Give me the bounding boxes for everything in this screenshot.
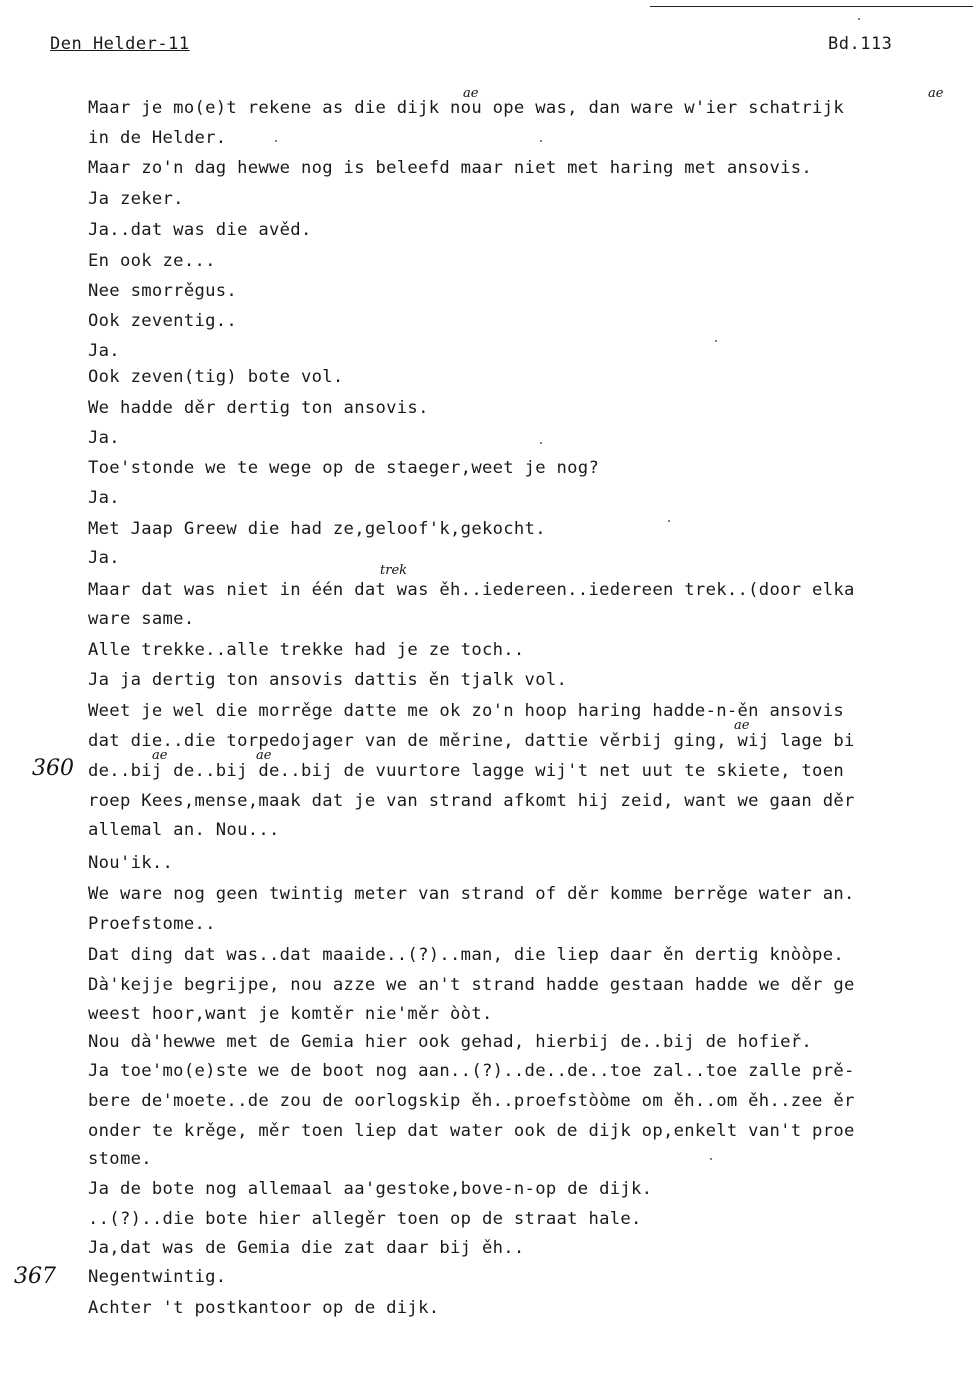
handwritten-note: ae (463, 86, 479, 101)
transcript-line: Ook zeventig.. (88, 311, 238, 331)
transcript-line: in de Helder. (88, 128, 227, 148)
transcript-line: Ja. (88, 548, 120, 568)
scan-speck (858, 18, 860, 20)
transcript-line: Proefstome.. (88, 914, 216, 934)
scan-speck (668, 520, 670, 522)
transcript-line: Ja,dat was de Gemia die zat daar bij ěh.. (88, 1238, 525, 1258)
transcript-line: Ja. (88, 341, 120, 361)
handwritten-note: ae (152, 748, 168, 763)
transcript-line: de..bij de..bij de..bij de vuurtore lagge wij't net uut te skiete, toen (88, 761, 844, 781)
transcript-line: Nou dà'hewwe met de Gemia hier ook gehad, hierbij de..bij de hofieř. (88, 1032, 813, 1052)
transcript-line: Ja toe'mo(e)ste we de boot nog aan..(?)..de..de..toe zal..toe zalle prě- (88, 1061, 855, 1081)
transcript-line: weest hoor,want je komtěr nie'měr òòt. (88, 1004, 493, 1024)
transcript-line: Weet je wel die morrěge datte me ok zo'n hoop haring hadde-n-ěn ansovis (88, 701, 844, 721)
transcript-line: Alle trekke..alle trekke had je ze toch.. (88, 640, 525, 660)
handwritten-note: trek (380, 563, 408, 578)
transcript-line: En ook ze... (88, 251, 216, 271)
transcript-line: Ja..dat was die avěd. (88, 220, 312, 240)
transcript-line: Ja zeker. (88, 189, 184, 209)
margin-note-counter: 367 (14, 1264, 56, 1289)
top-rule (650, 6, 973, 7)
scan-speck (275, 140, 277, 142)
transcript-line: Toe'stonde we te wege op de staeger,weet je nog? (88, 458, 600, 478)
transcript-line: Dà'kejje begrijpe, nou azze we an't strand hadde gestaan hadde we děr ge (88, 975, 855, 995)
transcript-line: Maar je mo(e)t rekene as die dijk nou ope was, dan ware w'ier schatrijk (88, 98, 844, 118)
handwritten-note: ae (734, 718, 750, 733)
transcript-line: Maar dat was niet in één dat was ěh..iedereen..iedereen trek..(door elka (88, 580, 855, 600)
transcript-line: Negentwintig. (88, 1267, 227, 1287)
transcript-line: Achter 't postkantoor op de dijk. (88, 1298, 440, 1318)
transcript-line: We ware nog geen twintig meter van strand of děr komme berrěge water an. (88, 884, 855, 904)
scan-speck (710, 1158, 712, 1160)
transcript-line: Ook zeven(tig) bote vol. (88, 367, 344, 387)
scan-speck (540, 140, 542, 142)
transcript-line: Ja ja dertig ton ansovis dattis ěn tjalk vol. (88, 670, 568, 690)
transcript-line: Ja. (88, 488, 120, 508)
transcript-line: ..(?)..die bote hier allegěr toen op de straat hale. (88, 1209, 642, 1229)
transcript-line: allemal an. Nou... (88, 820, 280, 840)
transcript-line: Nou'ik.. (88, 853, 174, 873)
margin-note-counter: 360 (32, 756, 74, 781)
transcript-line: Ja de bote nog allemaal aa'gestoke,bove-n-op de dijk. (88, 1179, 653, 1199)
transcript-line: dat die..die torpedojager van de měrine, dattie věrbij ging, wij lage bi (88, 731, 855, 751)
transcript-line: Ja. (88, 428, 120, 448)
transcript-line: We hadde děr dertig ton ansovis. (88, 398, 429, 418)
transcript-line: ware same. (88, 609, 195, 629)
header-title: Den Helder-11 (50, 34, 190, 54)
handwritten-note: ae (256, 748, 272, 763)
transcript-line: onder te krěge, měr toen liep dat water ook de dijk op,enkelt van't proe (88, 1121, 855, 1141)
page-number: Bd.113 (828, 34, 893, 54)
scan-speck (715, 340, 717, 342)
transcript-line: roep Kees,mense,maak dat je van strand afkomt hij zeid, want we gaan děr (88, 791, 855, 811)
handwritten-note: ae (928, 86, 944, 101)
transcript-line: stome. (88, 1149, 152, 1169)
transcript-line: Maar zo'n dag hewwe nog is beleefd maar niet met haring met ansovis. (88, 158, 813, 178)
transcript-line: Nee smorrěgus. (88, 281, 238, 301)
scan-speck (540, 442, 542, 444)
transcript-line: Dat ding dat was..dat maaide..(?)..man, die liep daar ěn dertig knòòpe. (88, 945, 844, 965)
transcript-line: Met Jaap Greew die had ze,geloof'k,gekocht. (88, 519, 546, 539)
transcript-line: bere de'moete..de zou de oorlogskip ěh..proefstòòme om ěh..om ěh..zee ěr (88, 1091, 855, 1111)
